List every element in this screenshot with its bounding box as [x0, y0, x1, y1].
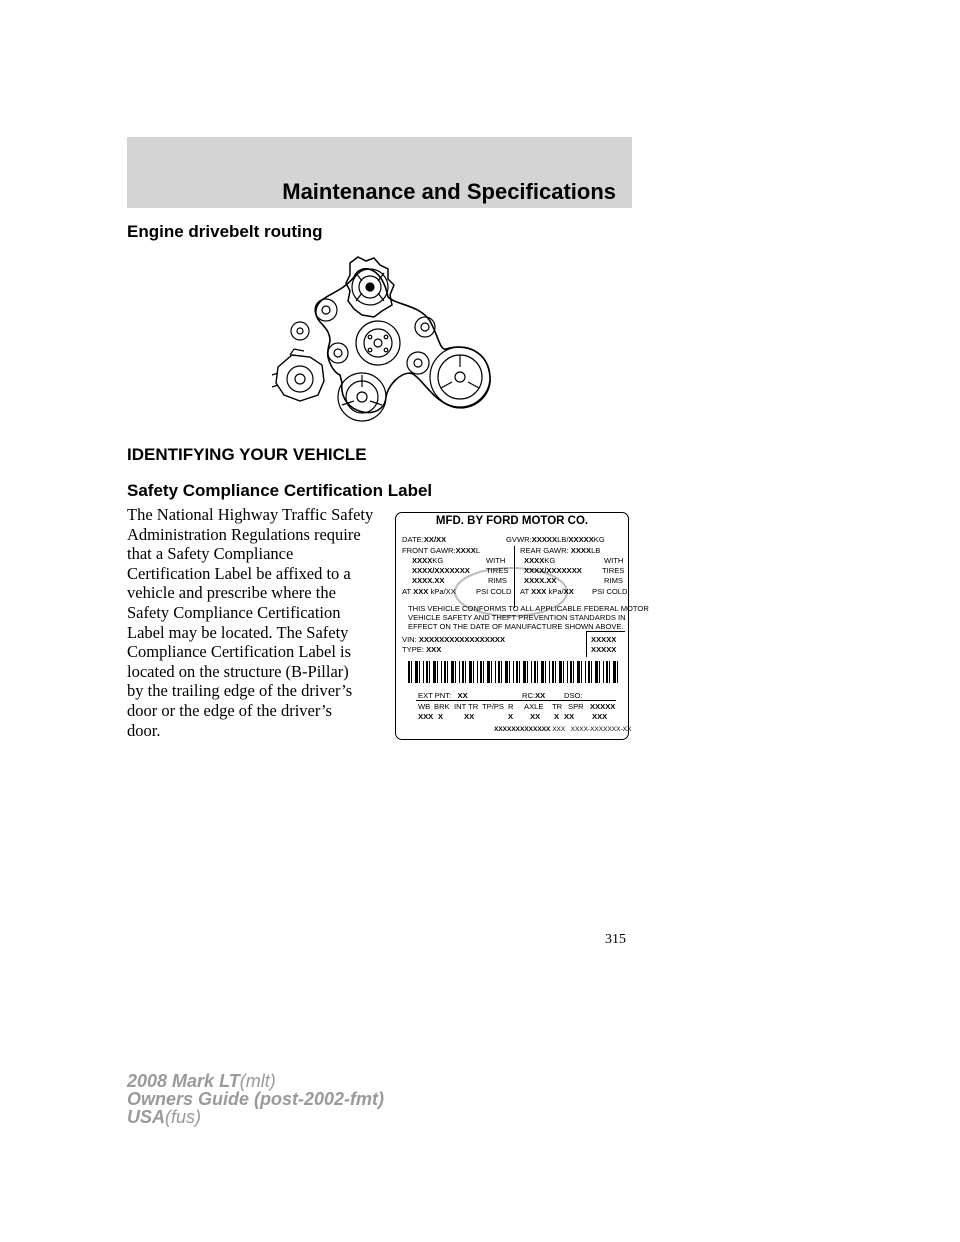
rear-tire-code: XXXX/XXXXXXX: [524, 566, 582, 575]
paragraph-line: Administration Regulations require: [127, 524, 361, 544]
vin-key: VIN:: [402, 635, 417, 644]
footer-guide: Owners Guide (post-2002-fmt): [127, 1089, 385, 1109]
paragraph-line: Compliance Certification Label is: [127, 642, 352, 662]
date-value: XX/XX: [423, 535, 447, 544]
code-header-spr: SPR: [568, 702, 584, 711]
front-tires: TIRES: [486, 566, 509, 575]
rear-tires: TIRES: [602, 566, 625, 575]
idler-pulley-top: [315, 299, 337, 321]
front-gawr-key: FRONT GAWR:: [402, 546, 456, 555]
code-header-r: R: [508, 702, 514, 711]
drivebelt-heading: Engine drivebelt routing: [127, 222, 323, 241]
page-number: 315: [605, 932, 626, 947]
drivebelt: [316, 277, 490, 413]
paragraph-line: by the trailing edge of the driver’s: [127, 681, 353, 701]
paragraph-line: door or the edge of the driver’s: [127, 700, 332, 720]
label-rule: [416, 700, 616, 701]
gvwr-unit-lb: LB/: [557, 535, 569, 544]
code-header-tr: TR: [552, 702, 563, 711]
paragraph-line: vehicle and prescribe where the: [127, 583, 336, 603]
vin-value: XXXXXXXXXXXXXXXXX: [418, 635, 506, 644]
safety-label-paragraph: [127, 505, 395, 740]
rc-value: XX: [535, 691, 546, 700]
rear-at: AT: [520, 587, 530, 596]
front-kg-unit: KG: [432, 556, 444, 565]
ext-pnt-key: EXT PNT:: [418, 691, 452, 700]
paragraph-line: The National Highway Traffic Safety: [127, 505, 374, 524]
code-header-xxxxx: XXXXX: [590, 702, 616, 711]
rear-pressure-value-2: XX: [563, 587, 574, 596]
rear-rim-code: XXXX.XX: [524, 576, 557, 585]
crankshaft-pulley: [338, 373, 386, 421]
certification-label-illustration: [395, 512, 649, 740]
ext-pnt-value: XX: [457, 691, 468, 700]
code-header-wb: WB: [418, 702, 431, 711]
type-value: XXX: [426, 645, 442, 654]
barcode: [408, 661, 620, 683]
ac-compressor: [272, 349, 324, 401]
conformity-line-2: VEHICLE SAFETY AND THEFT PREVENTION STANDARDS IN: [408, 613, 626, 622]
rear-pressure-value: XXX: [531, 587, 547, 596]
rear-kg-unit: KG: [544, 556, 556, 565]
rear-gawr-unit: LB: [591, 546, 601, 555]
bottom-code-1: XXXXXXXXXXXXX: [494, 726, 551, 733]
dso-key: DSO:: [564, 691, 583, 700]
box-value-1: XXXXX: [591, 635, 617, 644]
bottom-code-3: XXXX-XXXXXXX-XX: [570, 726, 632, 733]
paragraph-line: that a Safety Compliance: [127, 544, 294, 564]
code-value-axle: XX: [530, 712, 541, 721]
date-key: DATE:: [402, 535, 424, 544]
rear-pressure-unit: kPa/: [548, 587, 564, 596]
footer-model-code: (mlt): [239, 1071, 276, 1091]
rear-rims: RIMS: [604, 576, 623, 585]
conformity-line-3: EFFECT ON THE DATE OF MANUFACTURE SHOWN ABOVE.: [408, 622, 624, 631]
front-kg-value: XXXX: [412, 556, 433, 565]
code-value-tr: X: [554, 712, 560, 721]
gvwr-key: GVWR:: [506, 535, 532, 544]
code-value-brk: X: [438, 712, 444, 721]
code-header-brk: BRK: [434, 702, 450, 711]
code-value-xxx: XXX: [592, 712, 608, 721]
alternator-pulley: [346, 257, 394, 317]
idler-pulley-right: [415, 317, 435, 337]
front-at: AT: [402, 587, 412, 596]
idler-pulley-middle: [407, 352, 429, 374]
rear-kg-value: XXXX: [524, 556, 545, 565]
drivebelt-routing-diagram: [270, 255, 500, 425]
front-with: WITH: [486, 556, 506, 565]
water-pump-pulley: [356, 321, 400, 365]
rc-key: RC:: [522, 691, 536, 700]
code-header-tp-ps: TP/PS: [482, 702, 504, 711]
front-rim-code: XXXX.XX: [412, 576, 445, 585]
type-key: TYPE:: [402, 645, 424, 654]
front-gawr-unit: L: [475, 546, 481, 555]
identifying-vehicle-heading: IDENTIFYING YOUR VEHICLE: [127, 445, 367, 464]
code-value-spr: XX: [564, 712, 575, 721]
front-pressure-unit: kPa/XX: [430, 587, 456, 596]
paragraph-line: Safety Compliance Certification: [127, 602, 341, 622]
header-band: [127, 137, 632, 208]
rear-gawr-key: REAR GAWR:: [520, 546, 569, 555]
footer-region-code: (fus): [165, 1107, 202, 1127]
paragraph-line: door.: [127, 720, 161, 740]
footer: [127, 1072, 384, 1126]
front-tire-code: XXXX/XXXXXXX: [412, 566, 470, 575]
label-heading: MFD. BY FORD MOTOR CO.: [435, 515, 589, 527]
rear-with: WITH: [604, 556, 624, 565]
rear-psi-cold: PSI COLD: [592, 587, 628, 596]
footer-model: 2008 Mark LT: [127, 1071, 240, 1091]
paragraph-line: Certification Label be affixed to a: [127, 563, 351, 583]
paragraph-line: located on the structure (B-Pillar): [127, 661, 349, 681]
safety-label-heading: Safety Compliance Certification Label: [127, 481, 433, 500]
code-header-axle: AXLE: [524, 702, 544, 711]
code-value-int-tr: XX: [464, 712, 475, 721]
box-value-2: XXXXX: [591, 645, 617, 654]
gvwr-value-kg: XXXXX: [568, 535, 594, 544]
rear-gawr-value: XXXX: [570, 546, 592, 555]
front-psi-cold: PSI COLD: [476, 587, 512, 596]
label-divider-vertical: [514, 546, 515, 608]
page-header-title: Maintenance and Specifications: [282, 179, 616, 204]
front-pressure-value: XXX: [413, 587, 429, 596]
footer-region: USA: [127, 1107, 166, 1127]
front-gawr-value: XXXX: [455, 546, 476, 555]
paragraph-line: Label may be located. The Safety: [127, 622, 349, 642]
tensioner-pulley: [291, 322, 348, 363]
gvwr-unit-kg: KG: [593, 535, 605, 544]
front-rims: RIMS: [488, 576, 507, 585]
code-value-wb: XXX: [418, 712, 434, 721]
bottom-code-2: XXX: [552, 726, 566, 733]
code-header-int-tr: INT TR: [454, 702, 479, 711]
gvwr-value-lb: XXXXX: [531, 535, 558, 544]
code-value-r: X: [508, 712, 514, 721]
conformity-line-1: THIS VEHICLE CONFORMS TO ALL APPLICABLE FEDERAL MOTOR: [408, 604, 649, 613]
